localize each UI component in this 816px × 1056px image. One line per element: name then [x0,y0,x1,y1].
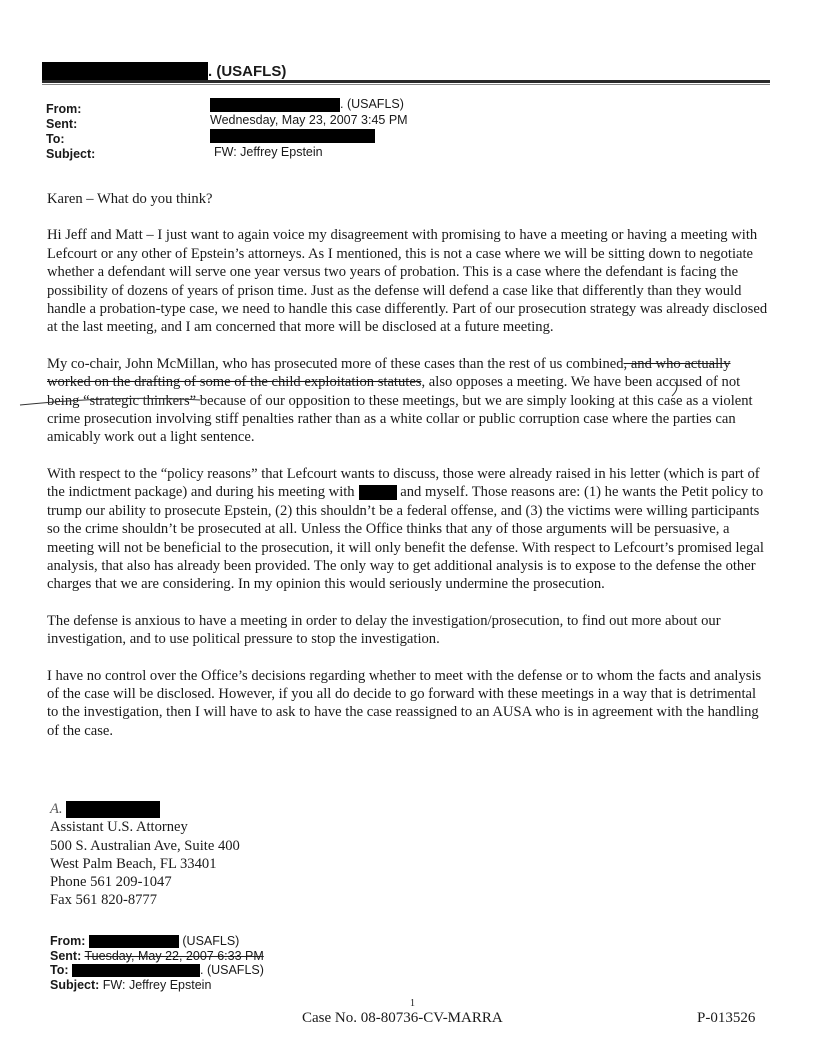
bates-number: P-013526 [697,1010,756,1026]
redaction [72,964,200,977]
title-rule [42,80,770,83]
paragraph-2-text-a: My co-chair, John McMillan, who has prosecuted more of these cases than the rest of us combined [47,355,624,372]
title-suffix: . (USAFLS) [208,62,287,80]
paragraph-1: Hi Jeff and Matt – I just want to again voice my disagreement with promising to have a meeting or having a meeting with Lefcourt or any other of Epstein’s attorneys. As I mentioned, this is not a case where we will be sitting down to negotiate whether a defendant will serve one year versus two years of probation. This is a case where the defendant is facing the possibility of dozens of years of prison time. Just as the defense will defend a case like that differently than they would handle a probation-type case, we need to handle this case differently. Part of our prosecution strategy was already disclosed at the last meeting, and I am concerned that more will be disclosed at a future meeting. [47,227,768,336]
from-value [210,97,404,112]
paragraph-4: The defense is anxious to have a meeting in order to delay the investigation/prosecution, to find out more about our investigation, and to use political pressure to stop the investigation. [47,612,721,648]
redaction [210,129,375,143]
document-title [42,62,286,82]
signature-fax: Fax 561 820-8777 [50,892,158,909]
to-label: To: [46,132,65,146]
paragraph-5: I have no control over the Office’s decisions regarding whether to meet with the defense or to whom the facts and analysis of the case will be disclosed. However, if you all do decide to go forward with these meetings in a way that is detrimental to the investigation, then I will have to ask to have the case reassigned to an AUSA who is in agreement with the handling of the case. [47,667,762,739]
signature-title: Assistant U.S. Attorney [50,819,188,836]
to-value [210,128,375,143]
email-body [47,190,771,758]
signature-address-2: West Palm Beach, FL 33401 [50,855,217,872]
case-number: Case No. 08-80736-CV-MARRA [302,1010,503,1026]
fwd-from-label: From: [50,934,86,948]
signature-address-1: 500 S. Australian Ave, Suite 400 [50,837,240,854]
fwd-subject-value: FW: Jeffrey Epstein [102,977,212,992]
subject-label: Subject: [46,147,96,161]
paragraph-3-text-b: and myself. Those reasons are: (1) he wants the Petit policy to trump our ability to prosecute Epstein, (2) this shouldn’t be a federal offense, and (3) the victims were willing participants so the crime shouldn’t be prosecuted at all. Unless the Office thinks that any of those arguments will be persuasive, a meeting will not be beneficial to the prosecution, it will only benefit the defense. With respect to Lefcourt’s promised legal analysis, that also has already been provided. The only way to get additional analysis is to expose to the defense the other charges that we are considering. In my opinion this would seriously undermine the prosecution. [47,484,764,593]
paragraph-3-text-a: With respect to the “policy reasons” that Lefcourt wants to discuss, those were already raised in his letter (which is part of the indictment package) and during his meeting with [47,465,760,501]
fwd-sent-value: Tuesday, May 22, 2007 6:33 PM [84,948,264,963]
fwd-from-suffix: (USAFLS) [182,934,240,948]
fwd-sent-label: Sent: [50,948,82,963]
from-suffix: . (USAFLS) [340,97,404,111]
redaction [210,98,340,112]
signature-phone: Phone 561 209-1047 [50,874,172,891]
paragraph-3 [47,465,771,594]
greeting: Karen – What do you think? [47,191,213,207]
paragraph-2-struck-text: , and who actually worked on the drafting of some of the child exploitation statutes [47,355,731,391]
sent-value: Wednesday, May 23, 2007 3:45 PM [210,113,408,127]
redaction [89,935,179,948]
sent-label: Sent: [46,117,78,131]
redaction [66,801,160,818]
fwd-to-label: To: [50,963,69,978]
paragraph-2-text-b: , also opposes a meeting. We have been accused of not being “strategic thinkers” because of our opposition to these meetings, but we are simply looking at this case as a violent crime prosecution involving stiff penalties rather than as a white collar or public corruption case where the parties can amicably work out a light sentence. [47,374,753,446]
paragraph-2 [47,355,771,447]
redaction [42,62,208,82]
signature-initial: A. [50,801,63,817]
forwarded-header [50,934,264,992]
redaction [359,485,397,500]
signature-block [50,800,240,910]
from-label: From: [46,102,82,116]
page-number: 1 [410,998,415,1009]
subject-value: FW: Jeffrey Epstein [214,145,323,159]
fwd-to-suffix: . (USAFLS) [200,963,264,978]
title-rule-thin [42,84,770,85]
fwd-subject-label: Subject: [50,977,100,992]
